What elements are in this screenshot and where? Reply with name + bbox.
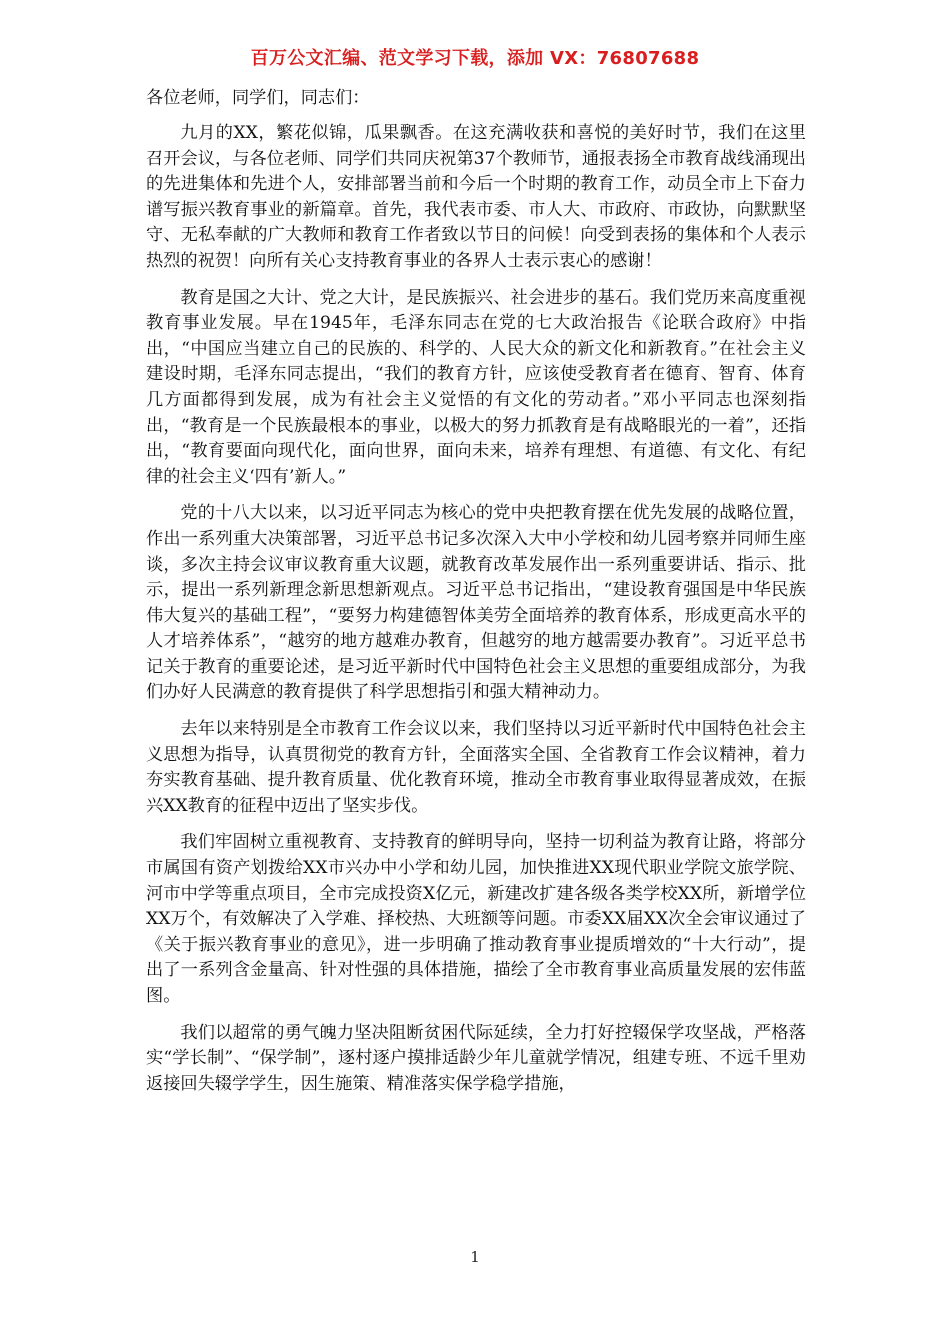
paragraph-3: 党的十八大以来，以习近平同志为核心的党中央把教育摆在优先发展的战略位置，作出一系列重大决策部署，习近平总书记多次深入大中小学校和幼儿园考察并同师生座谈，多次主持会议审议教育重大议题，就教育改革发展作出一系列重要讲话、指示、批示，提出一系列新理念新思想新观点。习近平总书记指出，“建设教育强国是中华民族伟大复兴的基础工程”，“要努力构建德智体美劳全面培养的教育体系，形成更高水平的人才培养体系”，“越穷的地方越难办教育，但越穷的地方越需要办教育”。习近平总书记关于教育的重要论述，是习近平新时代中国特色社会主义思想的重要组成部分，为我们办好人民满意的教育提供了科学思想指引和强大精神动力。: [146, 503, 806, 703]
paragraph-4: 去年以来特别是全市教育工作会议以来，我们坚持以习近平新时代中国特色社会主义思想为指导，认真贯彻党的教育方针，全面落实全国、全省教育工作会议精神，着力夯实教育基础、提升教育质量、优化教育环境，推动全市教育事业取得显著成效，在振兴XX教育的征程中迈出了坚实步伐。: [146, 719, 806, 816]
paragraph-5: 我们牢固树立重视教育、支持教育的鲜明导向，坚持一切利益为教育让路，将部分市属国有资产划拨给XX市兴办中小学和幼儿园，加快推进XX现代职业学院文旅学院、河市中学等重点项目，全市完成投资X亿元，新建改扩建各级各类学校XX所，新增学位XX万个，有效解决了入学难、择校热、大班额等问题。市委XX届XX次全会审议通过了《关于振兴教育事业的意见》，进一步明确了推动教育事业提质增效的“十大行动”，提出了一系列含金量高、针对性强的具体措施，描绘了全市教育事业高质量发展的宏伟蓝图。: [146, 832, 806, 1006]
paragraph-1: 九月的XX，繁花似锦，瓜果飘香。在这充满收获和喜悦的美好时节，我们在这里召开会议，与各位老师、同学们共同庆祝第37个教师节，通报表扬全市教育战线涌现出的先进集体和先进个人，安排部署当前和今后一个时期的教育工作，动员全市上下奋力谱写振兴教育事业的新篇章。首先，我代表市委、市人大、市政府、市政协，向默默坚守、无私奉献的广大教师和教育工作者致以节日的问候！向受到表扬的集体和个人表示热烈的祝贺！向所有关心支持教育事业的各界人士表示衷心的感谢！: [146, 123, 806, 271]
paragraph-6: 我们以超常的勇气魄力坚决阻断贫困代际延续，全力打好控辍保学攻坚战，严格落实“学长制”、“保学制”，逐村逐户摸排适龄少年儿童就学情况，组建专班、不远千里劝返接回失辍学学生，因生施策、精准落实保学稳学措施，: [146, 1022, 806, 1094]
paragraph-2: 教育是国之大计、党之大计，是民族振兴、社会进步的基石。我们党历来高度重视教育事业发展。早在1945年，毛泽东同志在党的七大政治报告《论联合政府》中指出，“中国应当建立自己的民族的、科学的、人民大众的新文化和新教育。”在社会主义建设时期，毛泽东同志提出，“我们的教育方针，应该使受教育者在德育、智育、体育几方面都得到发展，成为有社会主义觉悟的有文化的劳动者。”邓小平同志也深刻指出，“教育是一个民族最根本的事业，以极大的努力抓教育是有战略眼光的一着”，还指出，“教育要面向现代化，面向世界，面向未来，培养有理想、有道德、有文化、有纪律的社会主义‘四有’新人。”: [146, 287, 806, 487]
page-number: 1: [470, 1248, 480, 1266]
document-body: [146, 86, 806, 1108]
header-banner: 百万公文汇编、范文学习下载，添加 VX：76807688: [250, 48, 700, 69]
salutation: 各位老师，同学们，同志们：: [146, 88, 370, 108]
